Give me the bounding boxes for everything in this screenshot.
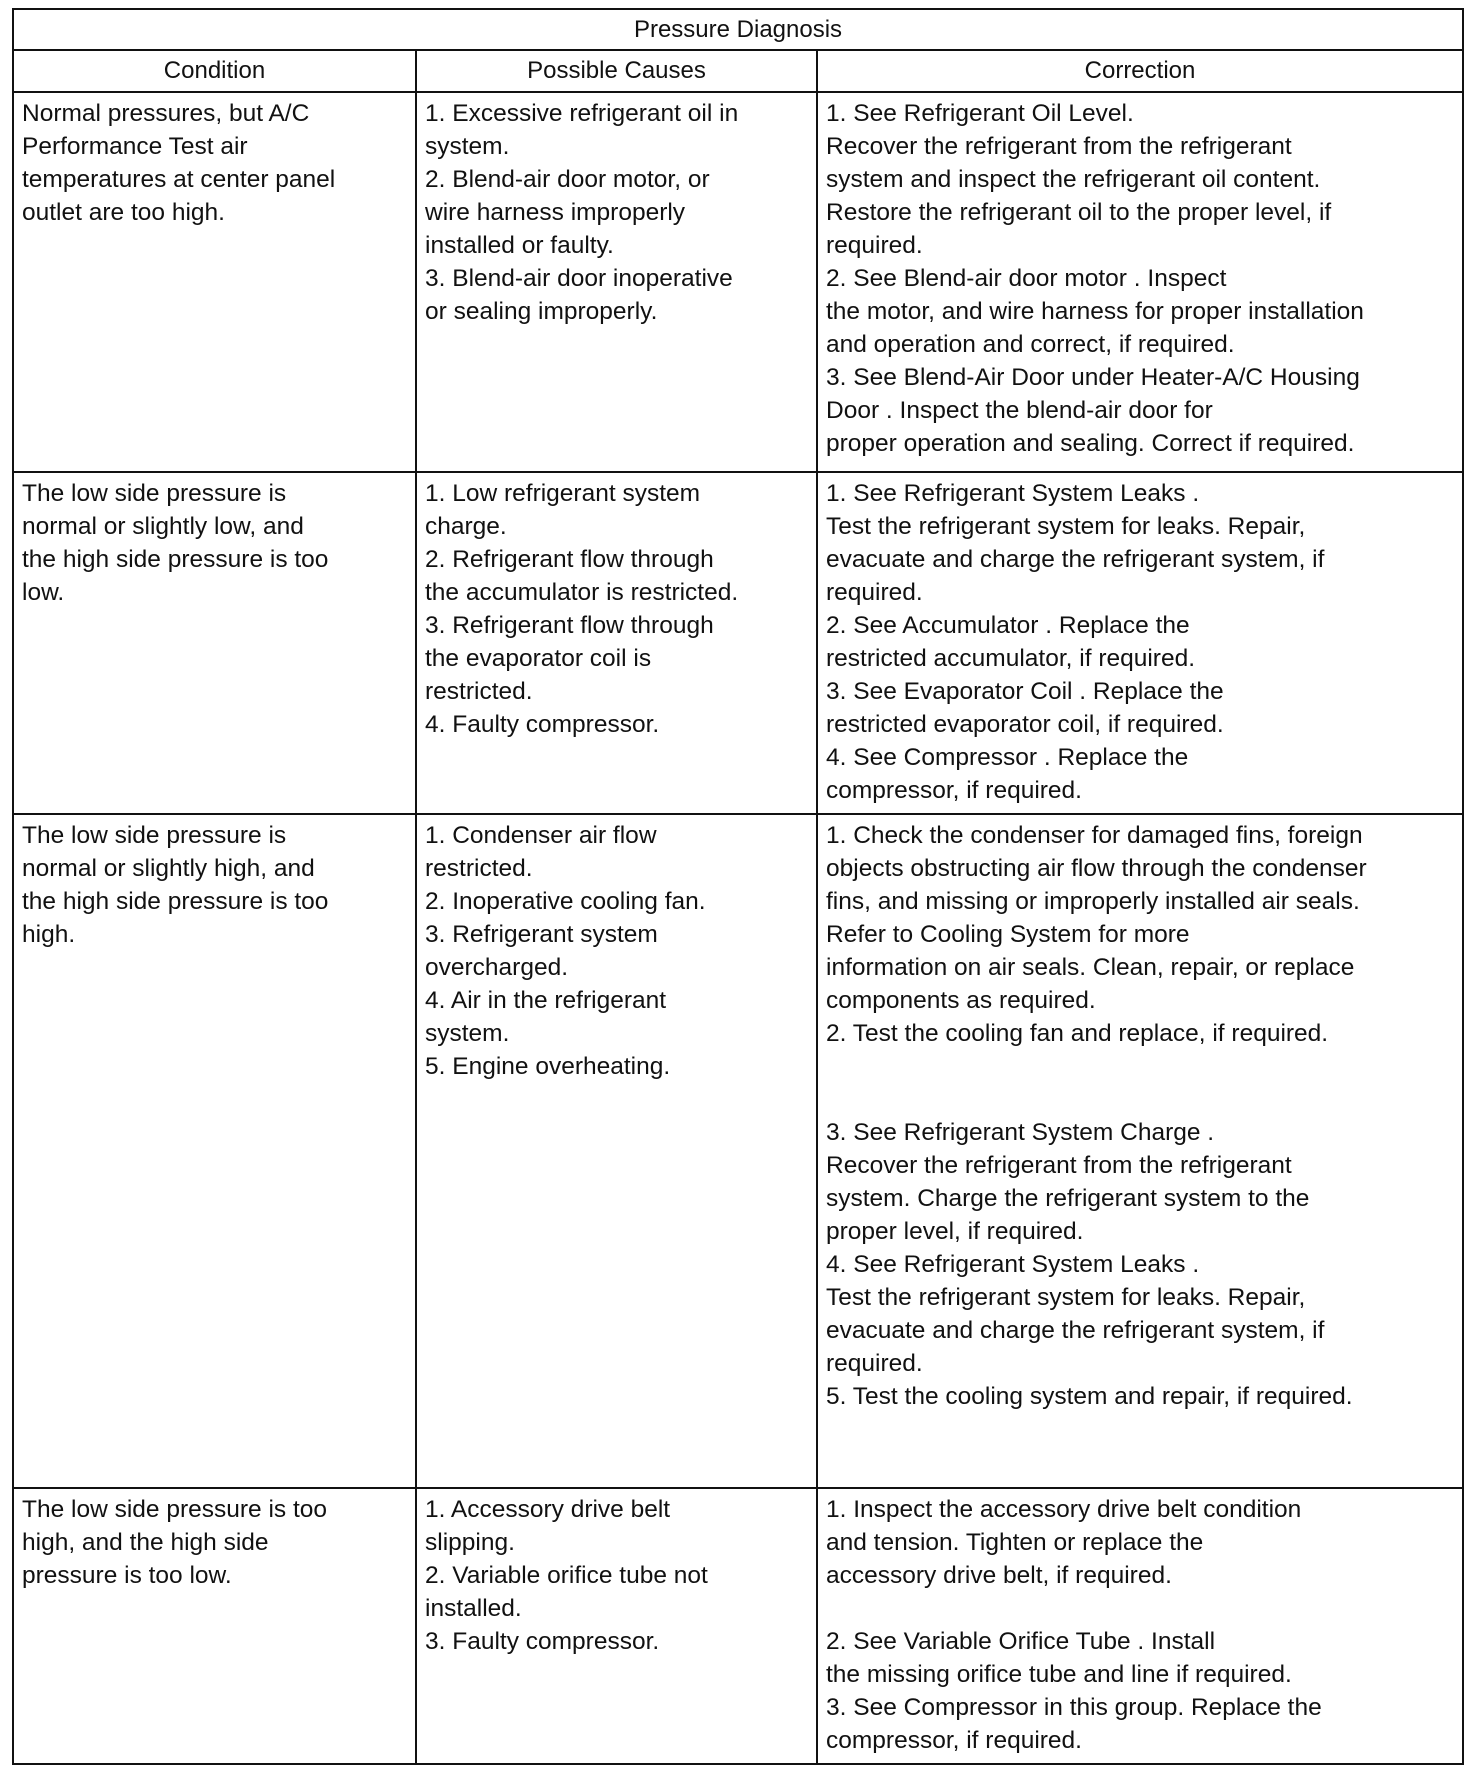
text-line: Refer to Cooling System for more [826,921,1190,948]
text-line: proper level, if required. [826,1218,1084,1245]
table-row [13,1488,1463,1764]
text-line: 3. Faulty compressor. [425,1628,660,1655]
text-line: evacuate and charge the refrigerant system, if [826,1317,1325,1344]
text-line: objects obstructing air flow through the condenser [826,855,1367,882]
text-line: Performance Test air [22,133,248,160]
text-line: 1. Accessory drive belt [425,1496,671,1523]
text-line: 5. Test the cooling system and repair, if required. [826,1383,1353,1410]
text-line: 2. See Accumulator . Replace the [826,612,1190,639]
text-line: 4. See Compressor . Replace the [826,744,1189,771]
correction-cell [817,1488,1463,1764]
text-line: 3. Blend-air door inoperative [425,265,733,292]
text-line: compressor, if required. [826,1727,1082,1754]
causes-cell [416,814,817,1488]
text-line: and operation and correct, if required. [826,331,1235,358]
text-line: Normal pressures, but A/C [22,100,310,127]
text-line: 3. See Compressor in this group. Replace the [826,1694,1322,1721]
text-line: restricted evaporator coil, if required. [826,711,1224,738]
text-line: high. [22,921,76,948]
text-line: 2. Refrigerant flow through [425,546,714,573]
text-line: system. [425,133,510,160]
text-line: Restore the refrigerant oil to the proper level, if [826,199,1332,226]
text-line: system and inspect the refrigerant oil content. [826,166,1321,193]
text-line: The low side pressure is [22,480,287,507]
header-possible-causes: Possible Causes [416,50,817,92]
text-line: 2. See Blend-air door motor . Inspect [826,265,1227,292]
text-line: or sealing improperly. [425,298,658,325]
text-line: the missing orifice tube and line if required. [826,1661,1292,1688]
text-line: required. [826,232,923,259]
condition-cell [13,1488,416,1764]
correction-cell [817,814,1463,1488]
text-line: restricted. [425,855,533,882]
text-line: evacuate and charge the refrigerant system, if [826,546,1325,573]
text-line: the accumulator is restricted. [425,579,739,606]
spacer [826,1592,1454,1625]
text-line: 2. Inoperative cooling fan. [425,888,706,915]
text-line: 1. Excessive refrigerant oil in [425,100,739,127]
table-header-row [13,50,1463,92]
text-line: 3. See Blend-Air Door under Heater-A/C Housing [826,364,1360,391]
text-line: 1. Condenser air flow [425,822,657,849]
text-line: temperatures at center panel [22,166,336,193]
condition-cell [13,472,416,814]
text-line: Test the refrigerant system for leaks. Repair, [826,1284,1306,1311]
text-line: the motor, and wire harness for proper installation [826,298,1364,325]
text-line: system. [425,1020,510,1047]
text-line: proper operation and sealing. Correct if required. [826,430,1355,457]
text-line: 3. Refrigerant flow through [425,612,714,639]
text-line: 3. Refrigerant system [425,921,658,948]
text-line: 1. See Refrigerant Oil Level. [826,100,1134,127]
text-line: The low side pressure is [22,822,287,849]
text-line: the high side pressure is too [22,546,329,573]
text-line: 4. Faulty compressor. [425,711,660,738]
pressure-diagnosis-table [12,8,1464,1765]
text-line: normal or slightly low, and [22,513,304,540]
text-line: Recover the refrigerant from the refrigerant [826,133,1292,160]
causes-cell [416,1488,817,1764]
text-line: Test the refrigerant system for leaks. Repair, [826,513,1306,540]
text-line: 3. See Evaporator Coil . Replace the [826,678,1224,705]
text-line: pressure is too low. [22,1562,232,1589]
text-line: installed or faulty. [425,232,614,259]
text-line: restricted. [425,678,533,705]
text-line: low. [22,579,65,606]
text-line: Door . Inspect the blend-air door for [826,397,1213,424]
text-line: required. [826,579,923,606]
text-line: restricted accumulator, if required. [826,645,1196,672]
causes-cell [416,92,817,472]
text-line: required. [826,1350,923,1377]
table-row [13,472,1463,814]
condition-cell [13,92,416,472]
text-line: The low side pressure is too [22,1496,328,1523]
spacer [826,1050,1454,1116]
text-line: Recover the refrigerant from the refrigerant [826,1152,1292,1179]
text-line: information on air seals. Clean, repair, or replace [826,954,1355,981]
text-line: 2. Test the cooling fan and replace, if required. [826,1020,1329,1047]
text-line: 1. Inspect the accessory drive belt condition [826,1496,1302,1523]
text-line: the high side pressure is too [22,888,329,915]
table-row [13,92,1463,472]
text-line: and tension. Tighten or replace the [826,1529,1204,1556]
text-line: system. Charge the refrigerant system to the [826,1185,1310,1212]
text-line: 2. Blend-air door motor, or [425,166,710,193]
text-line: wire harness improperly [425,199,686,226]
table-title-row [13,9,1463,50]
table-title: Pressure Diagnosis [13,9,1463,50]
correction-cell [817,472,1463,814]
text-line: slipping. [425,1529,515,1556]
text-line: normal or slightly high, and [22,855,315,882]
text-line: outlet are too high. [22,199,225,226]
text-line: 5. Engine overheating. [425,1053,671,1080]
text-line: accessory drive belt, if required. [826,1562,1172,1589]
text-line: 1. Check the condenser for damaged fins, foreign [826,822,1363,849]
text-line: fins, and missing or improperly installed air seals. [826,888,1360,915]
table-row [13,814,1463,1488]
text-line: 4. Air in the refrigerant [425,987,667,1014]
text-line: 1. Low refrigerant system [425,480,701,507]
text-line: high, and the high side [22,1529,269,1556]
text-line: components as required. [826,987,1096,1014]
text-line: charge. [425,513,507,540]
text-line: 1. See Refrigerant System Leaks . [826,480,1200,507]
text-line: installed. [425,1595,522,1622]
text-line: 4. See Refrigerant System Leaks . [826,1251,1200,1278]
text-line: 3. See Refrigerant System Charge . [826,1119,1215,1146]
condition-cell [13,814,416,1488]
text-line: 2. Variable orifice tube not [425,1562,708,1589]
text-line: overcharged. [425,954,569,981]
text-line: compressor, if required. [826,777,1082,804]
text-line: the evaporator coil is [425,645,652,672]
header-correction: Correction [817,50,1463,92]
correction-cell [817,92,1463,472]
text-line: 2. See Variable Orifice Tube . Install [826,1628,1216,1655]
header-condition: Condition [13,50,416,92]
causes-cell [416,472,817,814]
